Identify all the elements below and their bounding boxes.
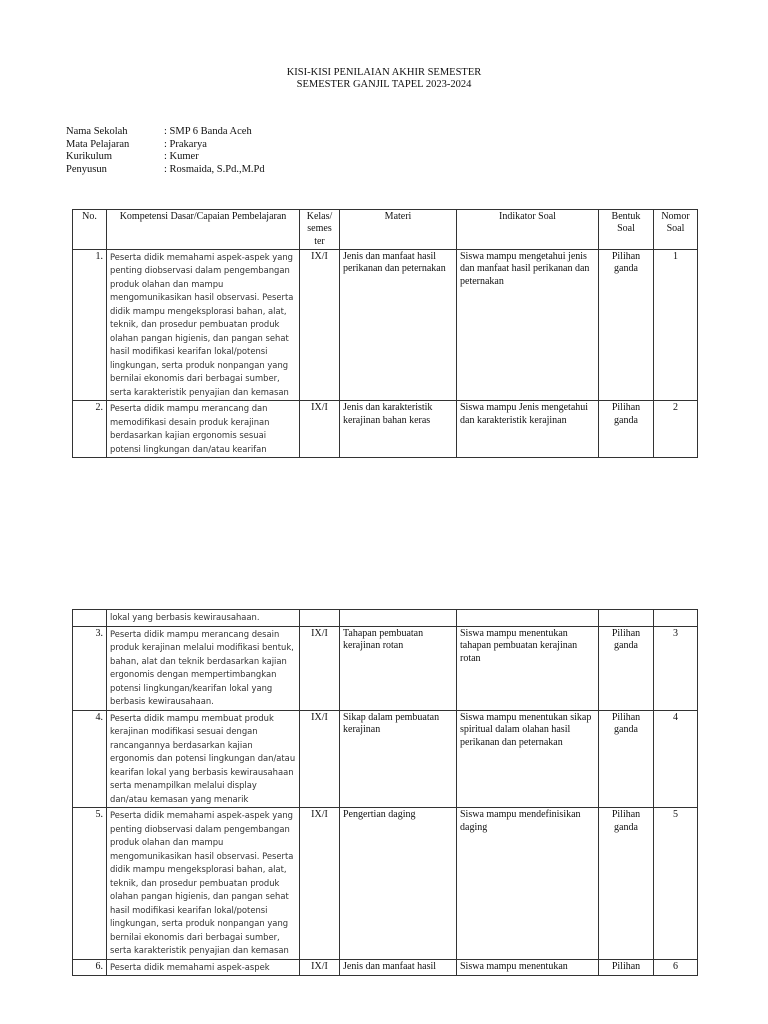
header-question-number: Nomor Soal xyxy=(654,210,698,250)
row-indicator: Siswa mampu menentukan tahapan pembuatan kerajinan rotan xyxy=(457,626,599,710)
info-row-author xyxy=(66,164,265,177)
header-indicator: Indikator Soal xyxy=(457,210,599,250)
info-row-subject xyxy=(66,139,265,152)
row-question-number: 3 xyxy=(654,626,698,710)
question-grid-table-page-2 xyxy=(72,609,698,976)
table-header-row xyxy=(73,210,698,250)
row-no: 6. xyxy=(73,959,107,976)
row-material: Pengertian daging xyxy=(340,808,457,960)
row-class xyxy=(300,610,340,627)
row-no: 1. xyxy=(73,249,107,401)
info-label: Kurikulum xyxy=(66,151,113,162)
row-class: IX/I xyxy=(300,626,340,710)
row-no: 5. xyxy=(73,808,107,960)
row-material: Jenis dan manfaat hasil perikanan dan peternakan xyxy=(340,249,457,401)
row-no: 2. xyxy=(73,401,107,458)
row-class: IX/I xyxy=(300,401,340,458)
row-question-number: 6 xyxy=(654,959,698,976)
row-class: IX/I xyxy=(300,710,340,808)
info-value: : Prakarya xyxy=(164,138,207,150)
header-competency: Kompetensi Dasar/Capaian Pembelajaran xyxy=(107,210,300,250)
info-row-curriculum xyxy=(66,151,265,164)
row-material: Jenis dan karakteristik kerajinan bahan keras xyxy=(340,401,457,458)
table-row xyxy=(73,626,698,710)
row-no: 4. xyxy=(73,710,107,808)
row-competency-continuation: lokal yang berbasis kewirausahaan. xyxy=(107,610,300,627)
row-question-number xyxy=(654,610,698,627)
row-indicator: Siswa mampu Jenis mengetahui dan karakteristik kerajinan xyxy=(457,401,599,458)
header-class-semester: Kelas/ semes ter xyxy=(300,210,340,250)
row-question-number: 1 xyxy=(654,249,698,401)
row-competency: Peserta didik memahami aspek-aspek xyxy=(107,959,300,976)
row-no: 3. xyxy=(73,626,107,710)
title-line-1: KISI-KISI PENILAIAN AKHIR SEMESTER xyxy=(286,67,482,78)
header-material: Materi xyxy=(340,210,457,250)
info-label: Nama Sekolah xyxy=(66,126,128,137)
question-grid-table-page-1 xyxy=(72,209,698,458)
table-row xyxy=(73,249,698,401)
table-row-continuation xyxy=(73,610,698,627)
row-competency: Peserta didik mampu merancang desain produk kerajinan melalui modifikasi bentuk, bahan, alat dan teknik berdasarkan kajian ergonomis dengan mempertimbangkan potensi lingkungan/kearifan lokal yang berbasis kewirausahaan. xyxy=(107,626,300,710)
row-competency: Peserta didik mampu membuat produk kerajinan modifikasi sesuai dengan rancangannya berdasarkan kajian ergonomis dan potensi lingkungan dan/atau kearifan lokal yang berbasis kewirausahaan serta menampilkan melalui display dan/atau kemasan yang menarik xyxy=(107,710,300,808)
row-question-number: 2 xyxy=(654,401,698,458)
table-row xyxy=(73,401,698,458)
info-label: Mata Pelajaran xyxy=(66,138,130,150)
table-row xyxy=(73,808,698,960)
row-competency: Peserta didik memahami aspek-aspek yang penting diobservasi dalam pengembangan produk olahan dan mampu mengomunikasikan hasil observasi. Peserta didik mampu mengeksplorasi bahan, alat, teknik, dan prosedur pembuatan produk olahan pangan higienis, dan pangan sehat hasil modifikasi kearifan lokal/potensi lingkungan, serta produk nonpangan yang bernilai ekonomis dari berbagai sumber, serta karakteristik penyajian dan kemasan xyxy=(107,808,300,960)
row-material xyxy=(340,610,457,627)
header-no: No. xyxy=(73,210,107,250)
row-class: IX/I xyxy=(300,959,340,976)
row-indicator xyxy=(457,610,599,627)
row-competency xyxy=(107,401,300,458)
info-value: : Kumer xyxy=(164,151,199,162)
row-question-type: Pilihan ganda xyxy=(599,808,654,960)
row-material: Sikap dalam pembuatan kerajinan xyxy=(340,710,457,808)
row-material: Tahapan pembuatan kerajinan rotan xyxy=(340,626,457,710)
table-row xyxy=(73,710,698,808)
info-label: Penyusun xyxy=(66,163,107,175)
row-class: IX/I xyxy=(300,249,340,401)
row-indicator: Siswa mampu menentukan xyxy=(457,959,599,976)
row-competency-text: Peserta didik mampu merancang dan memodifikasi desain produk kerajinan berdasarkan kajian ergonomis sesuai potensi lingkungan dan/atau kearifan xyxy=(110,403,270,454)
row-class: IX/I xyxy=(300,808,340,960)
row-question-number: 5 xyxy=(654,808,698,960)
school-info xyxy=(66,126,265,176)
row-question-type: Pilihan ganda xyxy=(599,710,654,808)
row-no xyxy=(73,610,107,627)
row-question-type: Pilihan ganda xyxy=(599,249,654,401)
info-row-school xyxy=(66,126,265,139)
document-title xyxy=(0,67,768,91)
row-indicator: Siswa mampu menentukan sikap spiritual dalam olahan hasil perikanan dan peternakan xyxy=(457,710,599,808)
title-line-2: SEMESTER GANJIL TAPEL 2023-2024 xyxy=(296,79,472,90)
row-question-type xyxy=(599,610,654,627)
row-question-type: Pilihan ganda xyxy=(599,626,654,710)
table-row xyxy=(73,959,698,976)
row-indicator: Siswa mampu mendefinisikan daging xyxy=(457,808,599,960)
info-value: : SMP 6 Banda Aceh xyxy=(164,126,252,137)
info-value: : Rosmaida, S.Pd.,M.Pd xyxy=(164,163,265,175)
row-question-type: Pilihan ganda xyxy=(599,401,654,458)
row-material: Jenis dan manfaat hasil xyxy=(340,959,457,976)
row-indicator: Siswa mampu mengetahui jenis dan manfaat hasil perikanan dan peternakan xyxy=(457,249,599,401)
row-question-type: Pilihan xyxy=(599,959,654,976)
row-question-number: 4 xyxy=(654,710,698,808)
row-competency: Peserta didik memahami aspek-aspek yang penting diobservasi dalam pengembangan produk olahan dan mampu mengomunikasikan hasil observasi. Peserta didik mampu mengeksplorasi bahan, alat, teknik, dan prosedur pembuatan produk olahan pangan higienis, dan pangan sehat hasil modifikasi kearifan lokal/potensi lingkungan, serta produk nonpangan yang bernilai ekonomis dari berbagai sumber, serta karakteristik penyajian dan kemasan xyxy=(107,249,300,401)
header-question-type: Bentuk Soal xyxy=(599,210,654,250)
